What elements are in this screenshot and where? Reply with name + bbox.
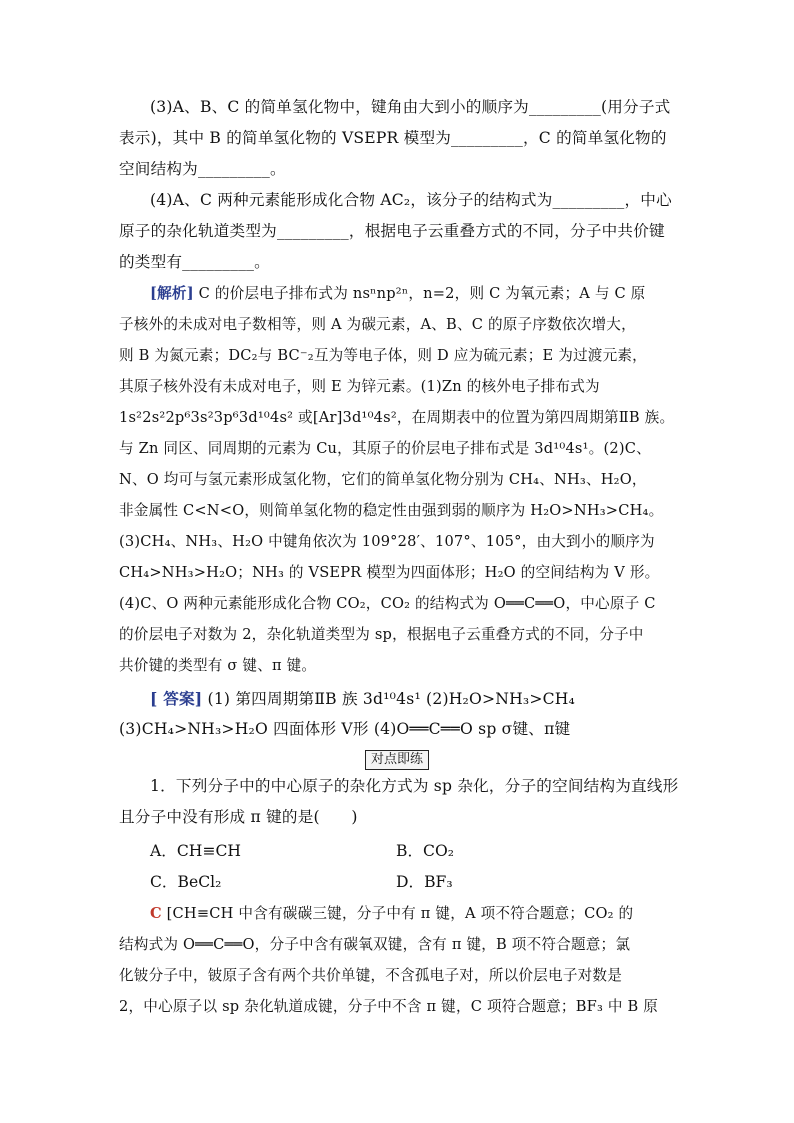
question-3-line-1: (3)A、B、C 的简单氢化物中，键角由大到小的顺序为_________(用分子式	[150, 98, 671, 116]
option-a: A．CH≡CH	[150, 842, 241, 860]
answer-line-1-text: (1) 第四周期第ⅡB 族 3d¹⁰4s¹ (2)H₂O>NH₃>CH₄	[202, 690, 575, 708]
solution-line: 则 B 为氮元素；DC₂与 BC⁻₂互为等电子体，则 D 应为硫元素；E 为过渡元素，	[119, 347, 647, 364]
solution-tag: [解析]	[150, 285, 194, 302]
solution-line: 子核外的未成对电子数相等，则 A 为碳元素，A、B、C 的原子序数依次增大，	[119, 316, 636, 333]
answer-tag: [ 答案]	[150, 689, 203, 708]
exercise-explain-line: 2，中心原子以 sp 杂化轨道成键，分子中不含 π 键，C 项符合题意；BF₃ 中 B 原	[119, 998, 659, 1015]
question-3-line-3: 空间结构为_________。	[119, 160, 286, 178]
solution-first-text: C 的价层电子排布式为 nsⁿnp²ⁿ，n=2，则 C 为氧元素；A 与 C 原	[193, 285, 646, 302]
section-label-wrap	[0, 748, 794, 770]
solution-line: CH₄>NH₃>H₂O；NH₃ 的 VSEPR 模型为四面体形；H₂O 的空间结构为 V 形。	[119, 564, 660, 581]
solution-line: (3)CH₄、NH₃、H₂O 中键角依次为 109°28′、107°、105°，由大到小的顺序为	[119, 533, 655, 550]
answer-line-2: (3)CH₄>NH₃>H₂O 四面体形 V形 (4)O══C══O sp σ键、π键	[119, 720, 571, 738]
exercise-stem-line-1: 1．下列分子中的中心原子的杂化方式为 sp 杂化，分子的空间结构为直线形	[150, 777, 679, 795]
exercise-explain-line-first	[119, 898, 679, 929]
question-3-line-2: 表示)，其中 B 的简单氢化物的 VSEPR 模型为_________，C 的简单氢化物的	[119, 129, 667, 147]
solution-line: N、O 均可与氢元素形成氢化物，它们的简单氢化物分别为 CH₄、NH₃、H₂O，	[119, 471, 647, 488]
answer-line-1	[119, 683, 679, 715]
option-c: C．BeCl₂	[150, 873, 222, 891]
question-4-line-1: (4)A、C 两种元素能形成化合物 AC₂，该分子的结构式为_________，中心	[150, 191, 672, 209]
option-b: B．CO₂	[396, 842, 455, 860]
solution-line: 1s²2s²2p⁶3s²3p⁶3d¹⁰4s² 或[Ar]3d¹⁰4s²，在周期表中的位置为第四周期第ⅡB 族。	[119, 409, 675, 426]
option-d: D．BF₃	[396, 873, 453, 891]
question-4-line-2: 原子的杂化轨道类型为_________，根据电子云重叠方式的不同，分子中共价键	[119, 222, 665, 240]
solution-line: 与 Zn 同区、同周期的元素为 Cu，其原子的价层电子排布式是 3d¹⁰4s¹。(2)C、	[119, 440, 651, 457]
solution-line: 其原子核外没有未成对电子，则 E 为锌元素。(1)Zn 的核外电子排布式为	[119, 378, 600, 395]
solution-line: (4)C、O 两种元素能形成化合物 CO₂，CO₂ 的结构式为 O══C══O，中心原子 C	[119, 595, 656, 612]
section-label: 对点即练	[365, 750, 429, 770]
solution-line: 共价键的类型有 σ 键、π 键。	[119, 657, 317, 674]
solution-line: 的价层电子对数为 2，杂化轨道类型为 sp，根据电子云重叠方式的不同，分子中	[119, 626, 644, 643]
exercise-stem-line-2: 且分子中没有形成 π 键的是( )	[119, 808, 358, 826]
solution-line: 非金属性 C<N<O，则简单氢化物的稳定性由强到弱的顺序为 H₂O>NH₃>CH₄。	[119, 502, 664, 519]
exercise-explain-first-text: [CH≡CH 中含有碳碳三键，分子中有 π 键，A 项不符合题意；CO₂ 的	[161, 905, 634, 922]
question-4-line-3: 的类型有_________。	[119, 253, 270, 271]
exercise-explain-line: 化铍分子中，铍原子含有两个共价单键，不含孤电子对，所以价层电子对数是	[119, 967, 622, 984]
answer-key: C	[150, 905, 162, 922]
exercise-explain-line: 结构式为 O══C══O，分子中含有碳氧双键，含有 π 键，B 项不符合题意；氯	[119, 936, 631, 953]
solution-line-first	[119, 278, 679, 309]
